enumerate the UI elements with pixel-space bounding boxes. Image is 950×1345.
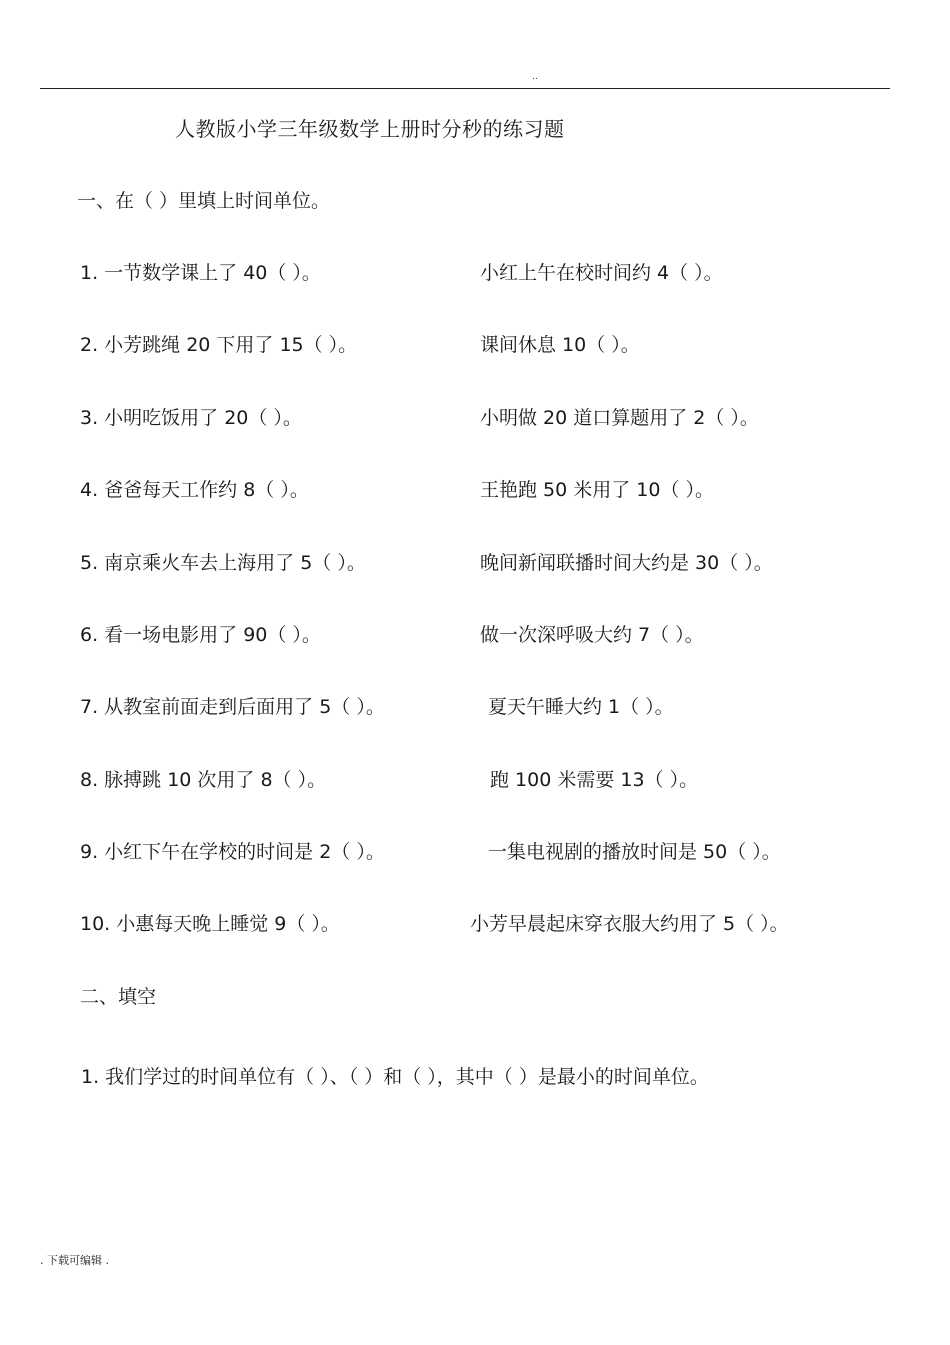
question-left: 8. 脉搏跳 10 次用了 8（ ）。 (80, 769, 327, 791)
question-row (0, 909, 950, 939)
question-right: 小明做 20 道口算题用了 2（ ）。 (480, 407, 759, 429)
question-left: 7. 从教室前面走到后面用了 5（ ）。 (80, 696, 385, 718)
question-row (0, 765, 950, 795)
question-left: 5. 南京乘火车去上海用了 5（ ）。 (80, 552, 366, 574)
question-row (0, 620, 950, 650)
question-right: 小芳早晨起床穿衣服大约用了 5（ ）。 (470, 913, 789, 935)
question-row (0, 837, 950, 867)
header-rule (40, 88, 890, 89)
question-left: 3. 小明吃饭用了 20（ ）。 (80, 407, 302, 429)
question-row (0, 475, 950, 505)
footer-note: . 下载可编辑 . (40, 1254, 109, 1267)
question-row (0, 692, 950, 722)
question-row (0, 330, 950, 360)
question-left: 10. 小惠每天晚上睡觉 9（ ）。 (80, 913, 340, 935)
page-title: 人教版小学三年级数学上册时分秒的练习题 (175, 117, 565, 141)
section-2-heading: 二、填空 (80, 986, 157, 1008)
question-right: 夏天午睡大约 1（ ）。 (488, 696, 674, 718)
section-1-heading: 一、在（ ）里填上时间单位。 (77, 190, 331, 212)
question-row (0, 258, 950, 288)
question-right: 跑 100 米需要 13（ ）。 (490, 769, 699, 791)
fill-question-1: 1. 我们学过的时间单位有（ ）、（ ）和（ ），其中（ ）是最小的时间单位。 (81, 1066, 709, 1088)
question-left: 1. 一节数学课上了 40（ ）。 (80, 262, 321, 284)
question-right: 一集电视剧的播放时间是 50（ ）。 (488, 841, 781, 863)
question-left: 6. 看一场电影用了 90（ ）。 (80, 624, 321, 646)
header-mark: .. (532, 72, 538, 82)
question-right: 做一次深呼吸大约 7（ ）。 (480, 624, 704, 646)
question-left: 2. 小芳跳绳 20 下用了 15（ ）。 (80, 334, 358, 356)
question-left: 4. 爸爸每天工作约 8（ ）。 (80, 479, 309, 501)
question-row (0, 403, 950, 433)
question-left: 9. 小红下午在学校的时间是 2（ ）。 (80, 841, 385, 863)
question-right: 小红上午在校时间约 4（ ）。 (480, 262, 723, 284)
question-right: 课间休息 10（ ）。 (480, 334, 640, 356)
question-row (0, 548, 950, 578)
question-right: 王艳跑 50 米用了 10（ ）。 (480, 479, 715, 501)
question-right: 晚间新闻联播时间大约是 30（ ）。 (480, 552, 773, 574)
